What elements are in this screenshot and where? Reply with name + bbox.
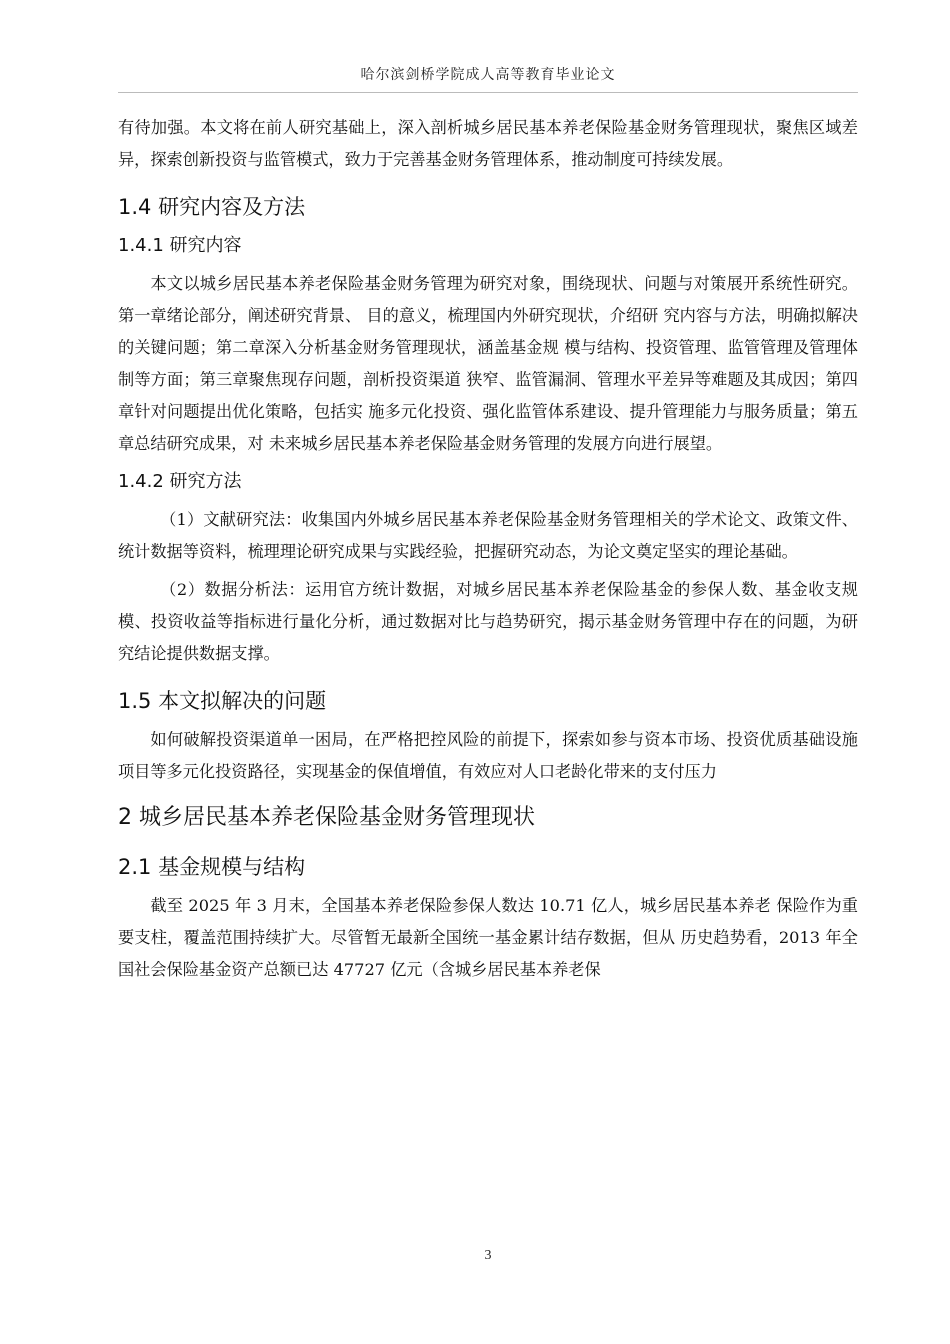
body-text bbox=[118, 112, 858, 986]
paragraph-intro: 有待加强。本文将在前人研究基础上，深入剖析城乡居民基本养老保险基金财务管理现状，聚焦区域差异，探索创新投资与监管模式，致力于完善基金财务管理体系，推动制度可持续发展。 bbox=[118, 118, 858, 169]
paragraph-fund-scale: 截至 2025 年 3 月末，全国基本养老保险参保人数达 10.71 亿人，城乡居民基本养老 保险作为重要支柱，覆盖范围持续扩大。尽管暂无最新全国统一基金累计结存数据，但从 历史趋势看，2013 年全国社会保险基金资产总额已达 47727 亿元（含城乡居民基本养老保 bbox=[118, 896, 858, 979]
heading-1-5: 1.5 本文拟解决的问题 bbox=[118, 689, 327, 713]
heading-1-4-2: 1.4.2 研究方法 bbox=[118, 471, 242, 492]
heading-1-4-1: 1.4.1 研究内容 bbox=[118, 235, 242, 256]
page-number: 3 bbox=[484, 1248, 492, 1263]
heading-1-4: 1.4 研究内容及方法 bbox=[118, 195, 306, 219]
paragraph-method-literature: （1）文献研究法：收集国内外城乡居民基本养老保险基金财务管理相关的学术论文、政策文件、统计数据等资料，梳理理论研究成果与实践经验，把握研究动态，为论文奠定坚实的理论基础。 bbox=[118, 510, 858, 561]
heading-2-1: 2.1 基金规模与结构 bbox=[118, 855, 306, 879]
paragraph-problem: 如何破解投资渠道单一困局，在严格把控风险的前提下，探索如参与资本市场、投资优质基础设施项目等多元化投资路径，实现基金的保值增值，有效应对人口老龄化带来的支付压力 bbox=[118, 730, 858, 781]
paragraph-method-data-analysis: （2）数据分析法：运用官方统计数据，对城乡居民基本养老保险基金的参保人数、基金收支规模、投资收益等指标进行量化分析，通过数据对比与趋势研究，揭示基金财务管理中存在的问题，为研究结论提供数据支撑。 bbox=[118, 580, 858, 663]
paragraph-research-content: 本文以城乡居民基本养老保险基金财务管理为研究对象，围绕现状、问题与对策展开系统性研究。第一章绪论部分，阐述研究背景、 目的意义，梳理国内外研究现状，介绍研 究内容与方法，明确拟解决的关键问题；第二章深入分析基金财务管理现状，涵盖基金规 模与结构、投资管理、监管管理及管理体制等方面；第三章聚焦现存问题，剖析投资渠道 狭窄、监管漏洞、管理水平差异等难题及其成因；第四章针对问题提出优化策略，包括实 施多元化投资、强化监管体系建设、提升管理能力与服务质量；第五章总结研究成果，对 未来城乡居民基本养老保险基金财务管理的发展方向进行展望。 bbox=[118, 274, 858, 453]
heading-chapter-2: 2 城乡居民基本养老保险基金财务管理现状 bbox=[118, 805, 535, 830]
header-divider bbox=[118, 92, 858, 93]
running-header: 哈尔滨剑桥学院成人高等教育毕业论文 bbox=[360, 67, 616, 83]
